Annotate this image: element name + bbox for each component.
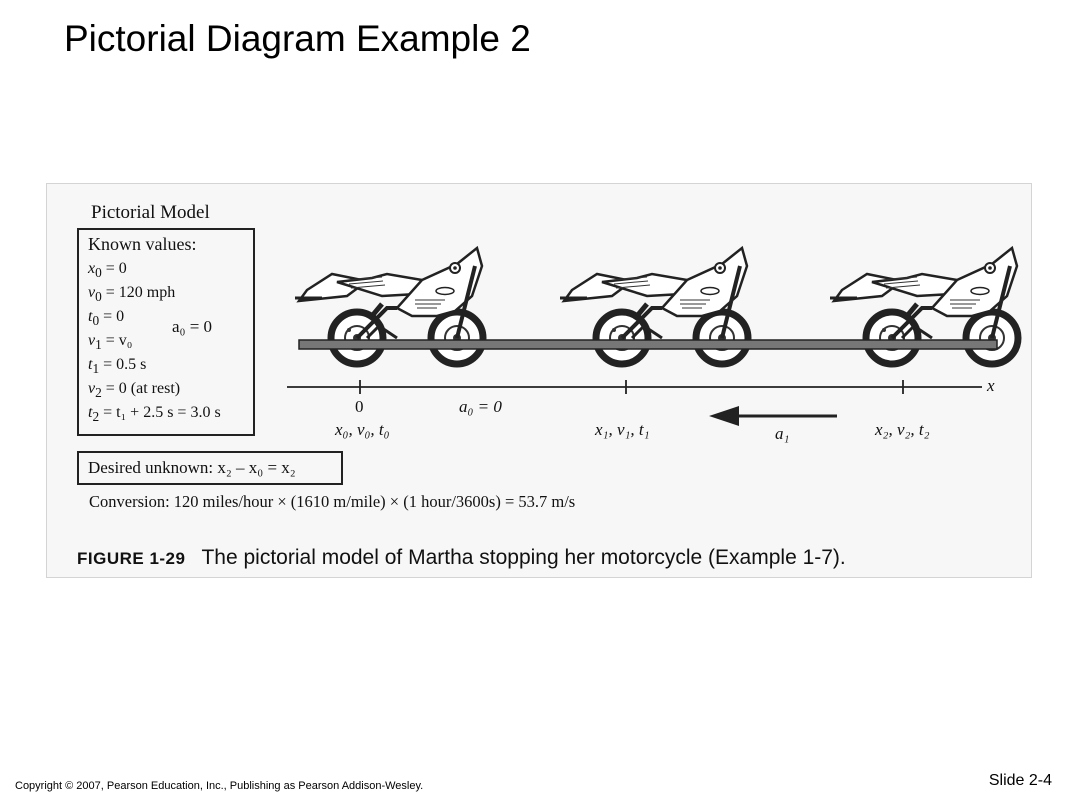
known-values-title: Known values: xyxy=(88,234,197,254)
pictorial-model-figure xyxy=(46,183,1032,578)
known-value-row: $t_2 = t_1 + 2.5$ s = 3.0 s xyxy=(88,404,221,425)
position-label-0: x₀, v₀, t₀ xyxy=(335,420,390,439)
known-values-box xyxy=(77,228,255,436)
desired-unknown-box xyxy=(77,451,343,485)
axis-name-x: x xyxy=(987,376,995,395)
a0-arrow-label: a₀ = 0 xyxy=(459,397,502,416)
known-value-row: $x_0 = 0$ xyxy=(88,260,127,281)
road xyxy=(299,340,997,349)
pictorial-model-title: Pictorial Model xyxy=(91,202,210,223)
known-value-row: $v_0 = 120$ mph xyxy=(88,284,176,305)
a1-arrow-label: a₁ xyxy=(775,424,790,443)
axis-origin-label: 0 xyxy=(355,397,364,416)
slide-title: Pictorial Diagram Example 2 xyxy=(64,18,531,59)
conversion-text: Conversion: 120 miles/hour × (1610 m/mile) × (1 hour/3600s) = 53.7 m/s xyxy=(89,492,576,511)
known-value-row: $t_1 = 0.5$ s xyxy=(88,356,147,377)
footer-slide-number: Slide 2-4 xyxy=(988,772,1052,789)
a1-arrow-head xyxy=(709,406,739,426)
figure-caption xyxy=(77,546,846,570)
known-value-row: $v_2 = 0$ (at rest) xyxy=(88,380,181,401)
a0-value-label: a₀ = 0 xyxy=(172,317,213,336)
position-label-1: x₁, v₁, t₁ xyxy=(595,420,650,439)
known-value-row: $v_1 = v_0$ xyxy=(88,332,133,353)
desired-unknown-text: Desired unknown: x₂ – x₀ = x₂ xyxy=(88,458,296,477)
position-label-2: x₂, v₂, t₂ xyxy=(875,420,930,439)
figure-caption-text: The pictorial model of Martha stopping her motorcycle (Example 1-7). xyxy=(201,546,846,569)
footer-copyright: Copyright © 2007, Pearson Education, Inc., Publishing as Pearson Addison-Wesley. xyxy=(15,780,424,792)
known-value-row: $t_0 = 0$ xyxy=(88,308,125,329)
figure-number: FIGURE 1-29 xyxy=(77,549,186,568)
